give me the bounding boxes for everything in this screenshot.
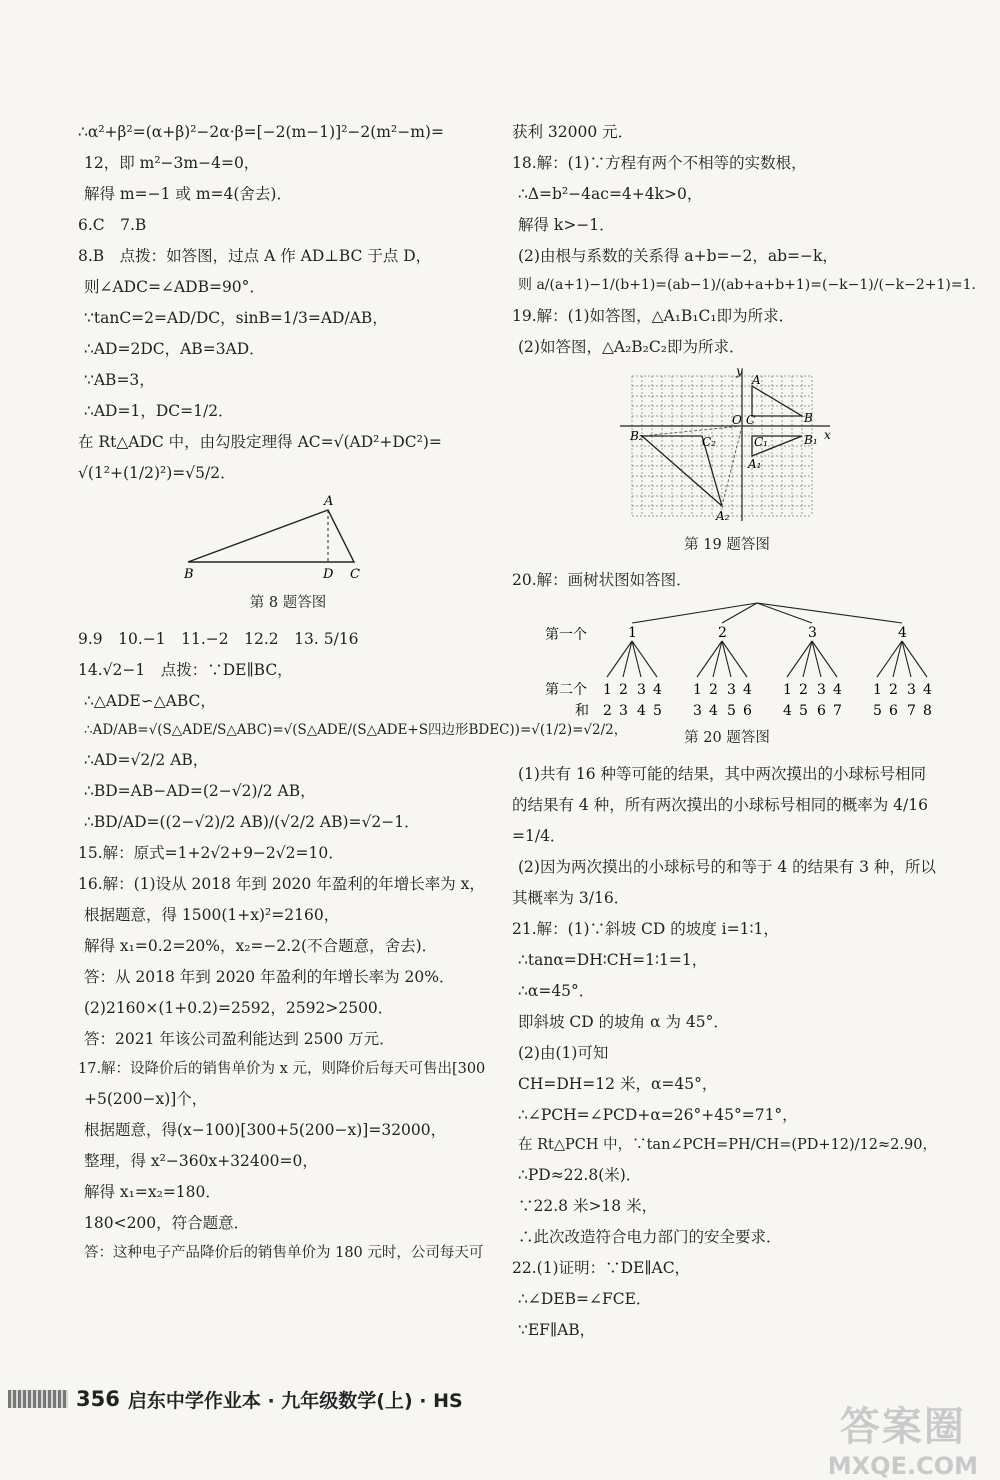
figure-caption: 第 19 题答图 — [684, 536, 770, 553]
tree-sum-value: 8 — [923, 703, 932, 720]
tree-sum-value: 2 — [603, 703, 612, 720]
fig19-label-y: y — [736, 365, 743, 378]
tree-second-node: 1 — [873, 682, 882, 699]
text-line: 17.解：设降价后的销售单价为 x 元，则降价后每天可售出[300 — [78, 1060, 486, 1077]
text-line: 其概率为 3/16． — [512, 888, 630, 907]
text-line: 解得 m=−1 或 m=4(舍去)． — [84, 185, 292, 204]
text-line: 答：这种电子产品降价后的销售单价为 180 元时，公司每天可 — [84, 1245, 484, 1262]
text-line: 根据题意，得(x−100)[300+5(200−x)]=32000， — [84, 1121, 447, 1140]
text-line: ∵EF∥AB， — [518, 1321, 596, 1340]
text-line: ∵22.8 米>18 米， — [518, 1197, 658, 1216]
text-line: ∴△ADE∽△ABC， — [84, 691, 216, 710]
tree-sum-value: 7 — [907, 703, 916, 720]
text-line: ∴PD≈22.8(米)． — [518, 1166, 642, 1185]
text-line: (2)由根与系数的关系得 a+b=−2，ab=−k， — [518, 247, 838, 266]
tree-first-node: 3 — [808, 625, 817, 642]
tree-sum-value: 4 — [637, 703, 646, 720]
text-line: +5(200−x)]个， — [84, 1090, 208, 1109]
fig19-label-b2: B₂ — [630, 428, 644, 443]
fig8-label-c: C — [350, 567, 360, 583]
text-line: 解得 x₁=0.2=20%，x₂=−2.2(不合题意，舍去)． — [84, 936, 438, 955]
text-line: ∵tanC=2=AD/DC，sinB=1/3=AD/AB， — [84, 309, 388, 328]
text-line: ∴Δ=b²−4ac=4+4k>0， — [518, 185, 703, 204]
fig19-label-c2: C₂ — [702, 434, 716, 449]
text-line: ∴α²+β²=(α+β)²−2α·β=[−2(m−1)]²−2(m²−m)= — [78, 123, 444, 141]
text-line: 在 Rt△ADC 中，由勾股定理得 AC=√(AD²+DC²)= — [78, 433, 442, 452]
text-line: 答：从 2018 年到 2020 年盈利的年增长率为 20%． — [84, 967, 455, 986]
tree-second-node: 2 — [799, 682, 808, 699]
text-line: ∴BD/AD=((2−√2)/2 AB)/(√2/2 AB)=√2−1． — [84, 812, 420, 831]
tree-sum-value: 4 — [709, 703, 718, 720]
barcode-strip — [8, 1390, 68, 1408]
text-line: 14.√2−1 点拨：∵DE∥BC， — [78, 660, 293, 679]
fig8-label-a: A — [324, 494, 334, 510]
tree-second-node: 2 — [709, 682, 718, 699]
tree-first-node: 4 — [898, 625, 907, 642]
tree-second-node: 1 — [783, 682, 792, 699]
tree-sum-value: 5 — [653, 703, 662, 720]
text-line: CH=DH=12 米，α=45°， — [518, 1074, 718, 1093]
tree-second-node: 3 — [907, 682, 916, 699]
tree-row-label: 第二个 — [545, 682, 587, 699]
fig19-label-b1: B₁ — [804, 432, 818, 447]
text-line: 15.解：原式=1+2√2+9−2√2=10． — [78, 843, 344, 862]
text-line: 12，即 m²−3m−4=0， — [84, 154, 260, 173]
tree-sum-value: 3 — [693, 703, 702, 720]
text-line: 22.(1)证明：∵DE∥AC， — [512, 1259, 691, 1278]
text-line: 19.解：(1)如答图，△A₁B₁C₁即为所求． — [512, 306, 795, 325]
page-number: 356 — [76, 1387, 120, 1411]
text-line: ∴AD/AB=√(S△ADE/S△ABC)=√(S△ADE/(S△ADE+S四边形BDEC))=√(1/2)=√2/2， — [84, 721, 628, 738]
tree-second-node: 1 — [603, 682, 612, 699]
tree-first-node: 2 — [718, 625, 727, 642]
tree-sum-value: 5 — [727, 703, 736, 720]
tree-sum-value: 5 — [873, 703, 882, 720]
tree-second-node: 3 — [727, 682, 736, 699]
text-line: 8.B 点拨：如答图，过点 A 作 AD⊥BC 于点 D， — [78, 247, 432, 266]
text-line: (2)由(1)可知 — [518, 1043, 609, 1062]
tree-sum-value: 4 — [783, 703, 792, 720]
fig19-label-x: x — [824, 427, 831, 442]
watermark-logo — [828, 1395, 978, 1480]
tree-second-node: 4 — [923, 682, 932, 699]
text-line: (2)因为两次摸出的小球标号的和等于 4 的结果有 3 种，所以 — [518, 857, 936, 876]
text-line: 则 a/(a+1)−1/(b+1)=(ab−1)/(ab+a+b+1)=(−k−1)/(−k−2+1)=1． — [518, 277, 986, 294]
tree-second-node: 1 — [693, 682, 702, 699]
figure-8-triangle — [178, 492, 398, 584]
text-line: 的结果有 4 种，所有两次摸出的小球标号相同的概率为 4/16 — [512, 795, 928, 814]
fig19-label-b: B — [804, 410, 813, 425]
text-line: =1/4． — [512, 826, 566, 845]
text-line: ∴此次改造符合电力部门的安全要求． — [518, 1228, 782, 1247]
tree-second-node: 4 — [653, 682, 662, 699]
tree-second-node: 3 — [637, 682, 646, 699]
right-column — [512, 120, 986, 1350]
tree-second-node: 4 — [743, 682, 752, 699]
text-line: 根据题意，得 1500(1+x)²=2160， — [84, 905, 340, 924]
tree-row-label: 第一个 — [545, 627, 587, 644]
tree-first-node: 1 — [628, 625, 637, 642]
text-line: (2)2160×(1+0.2)=2592，2592>2500． — [84, 998, 394, 1017]
tree-sum-value: 5 — [799, 703, 808, 720]
text-line: 9.9 10.−1 11.−2 12.2 13. 5/16 — [78, 629, 359, 648]
text-line: √(1²+(1/2)²)=√5/2． — [78, 464, 236, 483]
text-line: 20.解：画树状图如答图． — [512, 571, 692, 590]
text-line: (2)如答图，△A₂B₂C₂即为所求． — [518, 337, 745, 356]
page-footer — [8, 1386, 463, 1412]
fig8-label-b: B — [184, 567, 194, 583]
figure-caption: 第 8 题答图 — [249, 595, 327, 612]
tree-second-node: 2 — [619, 682, 628, 699]
text-line: 整理，得 x²−360x+32400=0， — [84, 1152, 318, 1171]
tree-row-label: 和 — [575, 703, 589, 720]
text-line: ∴∠PCH=∠PCD+α=26°+45°=71°， — [518, 1105, 798, 1124]
text-line: 在 Rt△PCH 中，∵tan∠PCH=PH/CH=(PD+12)/12≈2.90， — [518, 1136, 937, 1153]
fig19-label-a2: A₂ — [716, 508, 730, 523]
fig19-label-a1: A₁ — [748, 456, 762, 471]
text-line: 解得 k>−1． — [518, 216, 615, 235]
fig19-label-c: C — [746, 412, 756, 427]
text-line: 答：2021 年该公司盈利能达到 2500 万元． — [84, 1029, 395, 1048]
text-line: ∴α=45°． — [518, 981, 595, 1000]
text-line: 180<200，符合题意． — [84, 1214, 250, 1233]
watermark-text: 答案圈 — [839, 1404, 966, 1450]
tree-second-node: 4 — [833, 682, 842, 699]
fig8-label-d: D — [323, 567, 334, 583]
text-line: 即斜坡 CD 的坡角 α 为 45°． — [518, 1012, 729, 1031]
tree-sum-value: 6 — [817, 703, 826, 720]
text-line: 16.解：(1)设从 2018 年到 2020 年盈利的年增长率为 x， — [78, 874, 485, 893]
text-line: ∴∠DEB=∠FCE． — [518, 1290, 652, 1309]
text-line: 6.C 7.B — [78, 216, 147, 235]
tree-sum-value: 6 — [889, 703, 898, 720]
book-title: 启东中学作业本 · 九年级数学(上) · HS — [127, 1389, 463, 1412]
tree-sum-value: 6 — [743, 703, 752, 720]
text-line: 解得 x₁=x₂=180． — [84, 1183, 221, 1202]
text-line: 18.解：(1)∵方程有两个不相等的实数根， — [512, 154, 807, 173]
text-line: ∴AD=1，DC=1/2． — [84, 402, 234, 421]
text-line: 则∠ADC=∠ADB=90°． — [84, 278, 265, 297]
figure-19-grid — [612, 366, 842, 526]
text-line: ∴AD=√2/2 AB， — [84, 750, 209, 769]
figure-20-tree-diagram — [517, 599, 937, 719]
tree-second-node: 3 — [817, 682, 826, 699]
fig19-label-a: A — [752, 372, 761, 387]
fig19-label-o: O — [732, 412, 742, 427]
text-line: 21.解：(1)∵斜坡 CD 的坡度 i=1∶1， — [512, 919, 779, 938]
text-line: ∴BD=AB−AD=(2−√2)/2 AB， — [84, 781, 316, 800]
watermark-url: MXQE.COM — [827, 1452, 978, 1480]
text-line: ∴AD=2DC，AB=3AD． — [84, 340, 265, 359]
text-line: ∴tanα=DH∶CH=1∶1=1， — [518, 950, 708, 969]
text-line: (1)共有 16 种等可能的结果，其中两次摸出的小球标号相同 — [518, 764, 927, 783]
text-line: 获利 32000 元． — [512, 123, 634, 141]
fig19-label-c1: C₁ — [754, 434, 768, 449]
text-line: ∵AB=3， — [84, 371, 155, 390]
tree-second-node: 2 — [889, 682, 898, 699]
tree-sum-value: 7 — [833, 703, 842, 720]
figure-caption: 第 20 题答图 — [684, 730, 770, 747]
tree-sum-value: 3 — [619, 703, 628, 720]
